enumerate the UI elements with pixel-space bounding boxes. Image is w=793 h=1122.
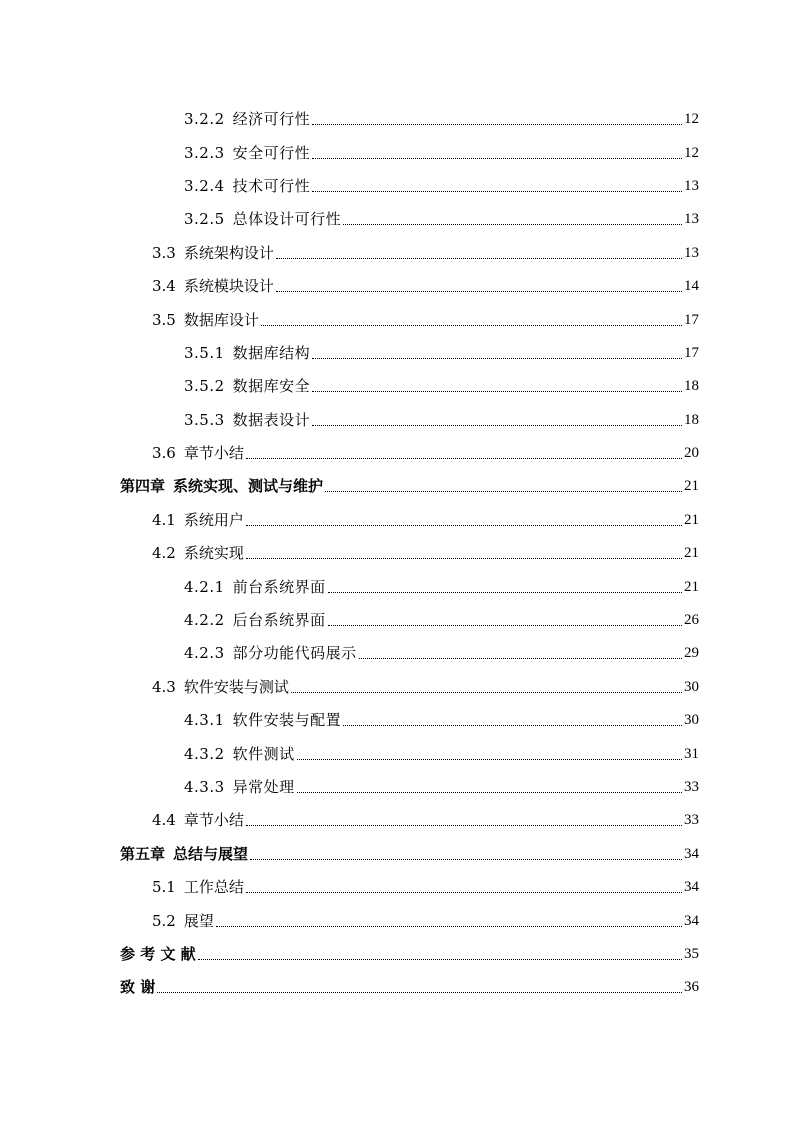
- toc-entry-page-number: 33: [684, 812, 699, 829]
- toc-entry-title: 后台系统界面: [232, 611, 326, 630]
- toc-entry-number: 3.3: [152, 243, 176, 262]
- toc-entry-number: 3.2.2: [184, 110, 225, 129]
- toc-entry[interactable]: [0, 103, 793, 136]
- table-of-contents: [0, 103, 793, 1005]
- dot-leader: [291, 692, 682, 693]
- toc-entry[interactable]: [0, 504, 793, 537]
- toc-entry[interactable]: [0, 971, 793, 1004]
- toc-entry-title: 数据表设计: [232, 410, 311, 429]
- dot-leader: [325, 491, 682, 492]
- dot-leader: [297, 759, 682, 760]
- toc-entry[interactable]: [0, 871, 793, 904]
- dot-leader: [312, 358, 682, 359]
- toc-entry-title: 安全可行性: [232, 143, 311, 162]
- toc-entry-title: 系统实现: [183, 544, 244, 563]
- dot-leader: [261, 325, 682, 326]
- toc-entry[interactable]: [0, 337, 793, 370]
- toc-entry-number: 4.2: [152, 544, 176, 563]
- toc-entry-page-number: 18: [684, 411, 699, 428]
- toc-entry-page-number: 13: [684, 211, 699, 228]
- dot-leader: [312, 191, 682, 192]
- toc-entry[interactable]: [0, 404, 793, 437]
- toc-entry-page-number: 35: [684, 945, 699, 962]
- toc-entry-title: 经济可行性: [232, 110, 311, 129]
- toc-entry[interactable]: [0, 771, 793, 804]
- dot-leader: [246, 458, 682, 459]
- toc-entry-number: 3.2.4: [184, 176, 225, 195]
- toc-entry-page-number: 21: [684, 478, 699, 495]
- dot-leader: [276, 258, 682, 259]
- toc-entry-page-number: 36: [684, 979, 699, 996]
- dot-leader: [246, 892, 682, 893]
- toc-entry-number: 第四章: [120, 477, 166, 496]
- toc-entry-page-number: 12: [684, 111, 699, 128]
- toc-entry-number: 第五章: [120, 844, 166, 863]
- dot-leader: [216, 926, 682, 927]
- toc-entry-page-number: 17: [684, 311, 699, 328]
- dot-leader: [312, 124, 682, 125]
- toc-entry-number: 3.2.5: [184, 210, 225, 229]
- toc-entry-number: 5.1: [152, 878, 176, 897]
- dot-leader: [157, 992, 682, 993]
- toc-entry-number: 5.2: [152, 911, 176, 930]
- toc-entry-page-number: 34: [684, 912, 699, 929]
- toc-entry-title: 总结与展望: [173, 844, 249, 863]
- dot-leader: [359, 658, 682, 659]
- toc-entry-number: 4.2.3: [184, 644, 225, 663]
- toc-entry[interactable]: [0, 136, 793, 169]
- toc-entry-title: 数据库结构: [232, 343, 311, 362]
- toc-entry-page-number: 34: [684, 879, 699, 896]
- toc-entry[interactable]: [0, 537, 793, 570]
- toc-entry[interactable]: [0, 203, 793, 236]
- toc-entry-number: 3.2.3: [184, 143, 225, 162]
- toc-entry-number: 4.2.1: [184, 577, 225, 596]
- toc-entry-page-number: 20: [684, 445, 699, 462]
- toc-entry-page-number: 26: [684, 612, 699, 629]
- dot-leader: [312, 425, 682, 426]
- toc-entry[interactable]: [0, 838, 793, 871]
- dot-leader: [312, 158, 682, 159]
- toc-entry-number: 4.3: [152, 677, 176, 696]
- dot-leader: [328, 592, 682, 593]
- toc-entry-page-number: 31: [684, 745, 699, 762]
- dot-leader: [328, 625, 682, 626]
- toc-entry-page-number: 21: [684, 578, 699, 595]
- toc-entry-number: 3.4: [152, 277, 176, 296]
- dot-leader: [343, 725, 682, 726]
- toc-entry-number: 3.5: [152, 310, 176, 329]
- toc-entry-page-number: 13: [684, 177, 699, 194]
- toc-entry[interactable]: [0, 671, 793, 704]
- toc-entry-title: 系统用户: [183, 510, 244, 529]
- toc-entry[interactable]: [0, 270, 793, 303]
- toc-entry-number: 3.5.1: [184, 343, 225, 362]
- toc-entry[interactable]: [0, 470, 793, 503]
- toc-entry[interactable]: [0, 570, 793, 603]
- dot-leader: [198, 959, 682, 960]
- toc-entry-page-number: 30: [684, 712, 699, 729]
- toc-entry[interactable]: [0, 904, 793, 937]
- toc-entry-page-number: 12: [684, 144, 699, 161]
- toc-entry[interactable]: [0, 237, 793, 270]
- toc-entry-title: 异常处理: [232, 778, 295, 796]
- toc-entry[interactable]: [0, 938, 793, 971]
- toc-entry-page-number: 33: [684, 779, 699, 795]
- toc-entry-number: 4.4: [152, 811, 176, 830]
- toc-entry-title: 软件安装与测试: [183, 677, 289, 696]
- toc-entry[interactable]: [0, 637, 793, 670]
- dot-leader: [276, 291, 682, 292]
- dot-leader: [343, 224, 682, 225]
- toc-entry-title: 系统模块设计: [183, 277, 274, 296]
- toc-entry-page-number: 17: [684, 344, 699, 361]
- toc-entry-title: 章节小结: [183, 811, 244, 830]
- toc-entry-title: 系统实现、测试与维护: [173, 477, 324, 496]
- toc-entry[interactable]: [0, 604, 793, 637]
- toc-entry[interactable]: [0, 737, 793, 770]
- toc-entry-number: 4.3.3: [184, 778, 225, 796]
- toc-entry-page-number: 30: [684, 678, 699, 695]
- toc-entry[interactable]: [0, 804, 793, 837]
- toc-entry-title: 总体设计可行性: [232, 210, 342, 229]
- toc-entry-title: 参 考 文 献: [120, 944, 196, 963]
- toc-entry-title: 软件安装与配置: [232, 711, 342, 730]
- dot-leader: [312, 391, 682, 392]
- toc-entry-title: 工作总结: [183, 878, 244, 897]
- toc-entry-title: 致 谢: [120, 978, 156, 997]
- toc-entry-page-number: 18: [684, 378, 699, 395]
- toc-entry-title: 技术可行性: [232, 176, 311, 195]
- toc-entry-page-number: 14: [684, 278, 699, 295]
- toc-entry-title: 数据库设计: [183, 310, 259, 329]
- toc-entry-title: 部分功能代码展示: [232, 644, 357, 663]
- toc-entry-title: 展望: [183, 911, 214, 930]
- toc-entry-title: 章节小结: [183, 444, 244, 463]
- dot-leader: [246, 825, 682, 826]
- toc-entry[interactable]: [0, 303, 793, 336]
- toc-entry[interactable]: [0, 704, 793, 737]
- toc-entry-page-number: 21: [684, 545, 699, 562]
- dot-leader: [246, 558, 682, 559]
- toc-entry-title: 数据库安全: [232, 377, 311, 396]
- toc-entry-number: 4.3.2: [184, 744, 225, 763]
- toc-entry-page-number: 34: [684, 845, 699, 862]
- toc-entry-number: 3.5.2: [184, 377, 225, 396]
- toc-entry-page-number: 21: [684, 511, 699, 528]
- toc-entry-page-number: 29: [684, 645, 699, 662]
- toc-entry-number: 3.6: [152, 444, 176, 463]
- toc-entry-number: 4.1: [152, 510, 176, 529]
- dot-leader: [246, 525, 682, 526]
- toc-entry-title: 软件测试: [232, 744, 295, 763]
- toc-entry-number: 4.3.1: [184, 711, 225, 730]
- toc-entry-title: 前台系统界面: [232, 577, 326, 596]
- toc-entry-number: 3.5.3: [184, 410, 225, 429]
- toc-entry[interactable]: [0, 170, 793, 203]
- toc-entry-title: 系统架构设计: [183, 243, 274, 262]
- toc-entry-number: 4.2.2: [184, 611, 225, 630]
- toc-entry[interactable]: [0, 370, 793, 403]
- toc-entry-page-number: 13: [684, 244, 699, 261]
- dot-leader: [297, 792, 682, 793]
- toc-entry[interactable]: [0, 437, 793, 470]
- dot-leader: [250, 859, 682, 860]
